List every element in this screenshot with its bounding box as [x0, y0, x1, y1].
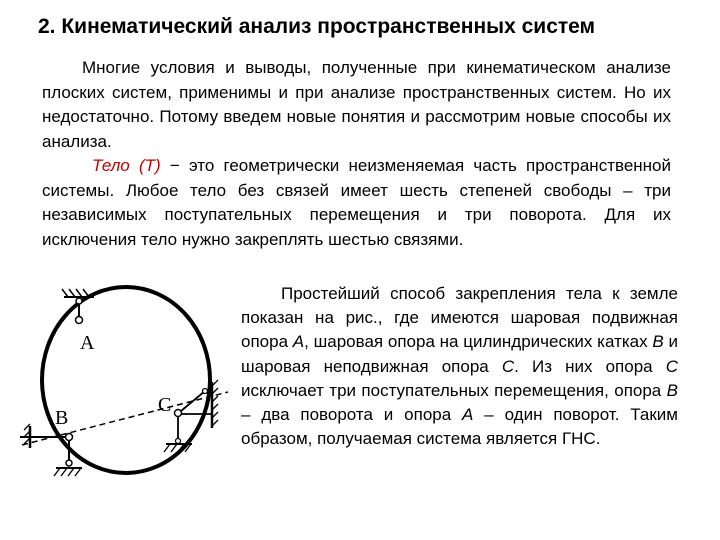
- body-circle: [42, 287, 210, 473]
- explanation-paragraph: [241, 282, 678, 451]
- explanation-support-b: B: [652, 332, 664, 352]
- term-body: Тело (Т): [92, 156, 161, 175]
- label-c: C: [158, 394, 172, 416]
- explanation-text-1: Простейший способ закрепления тела к земле показан на рис., где имеются шаровая подвижная опора: [241, 284, 678, 352]
- explanation-support-c: C: [501, 356, 515, 376]
- intro-paragraph: Многие условия и выводы, полученные при кинематическом анализе плоских систем, применимы и при анализе пространственных систем. Но их недостаточно. Потому введем новые понятия и рассмотрим новые способы их анализа.: [42, 58, 671, 151]
- explanation-text-6: – два поворота и опора: [241, 405, 463, 425]
- intro-text-block: [42, 56, 671, 252]
- label-a: A: [80, 332, 95, 354]
- label-b: B: [55, 407, 69, 429]
- explanation-support-a: A: [292, 332, 305, 352]
- explanation-text-5: исключает три поступательных перемещения, опора: [241, 380, 667, 400]
- explanation-text-3: и шаровая неподвижная опора: [241, 332, 678, 376]
- explanation-text-4: . Из них опора: [514, 356, 666, 376]
- explanation-text-2: , шаровая опора на цилиндрических катках: [304, 332, 653, 352]
- explanation-support-c-2: C: [665, 356, 678, 376]
- slide-title: 2. Кинематический анализ пространственных систем: [38, 15, 596, 38]
- explanation-support-b-2: B: [666, 380, 678, 400]
- explanation-support-a-2: A: [462, 405, 474, 425]
- explanation-text-7: – один поворот. Таким образом, получаемая система является ГНС.: [241, 405, 678, 449]
- definition-paragraph: [42, 154, 671, 252]
- definition-text: − это геометрически неизменяемая часть пространственной системы. Любое тело без связей имеет шесть степеней свободы – три независимых поступательных перемещения и три поворота. Для их исключения тело нужно закреплять шестью связями.: [42, 156, 672, 249]
- axis-line: [22, 392, 228, 445]
- support-diagram: [0, 278, 240, 540]
